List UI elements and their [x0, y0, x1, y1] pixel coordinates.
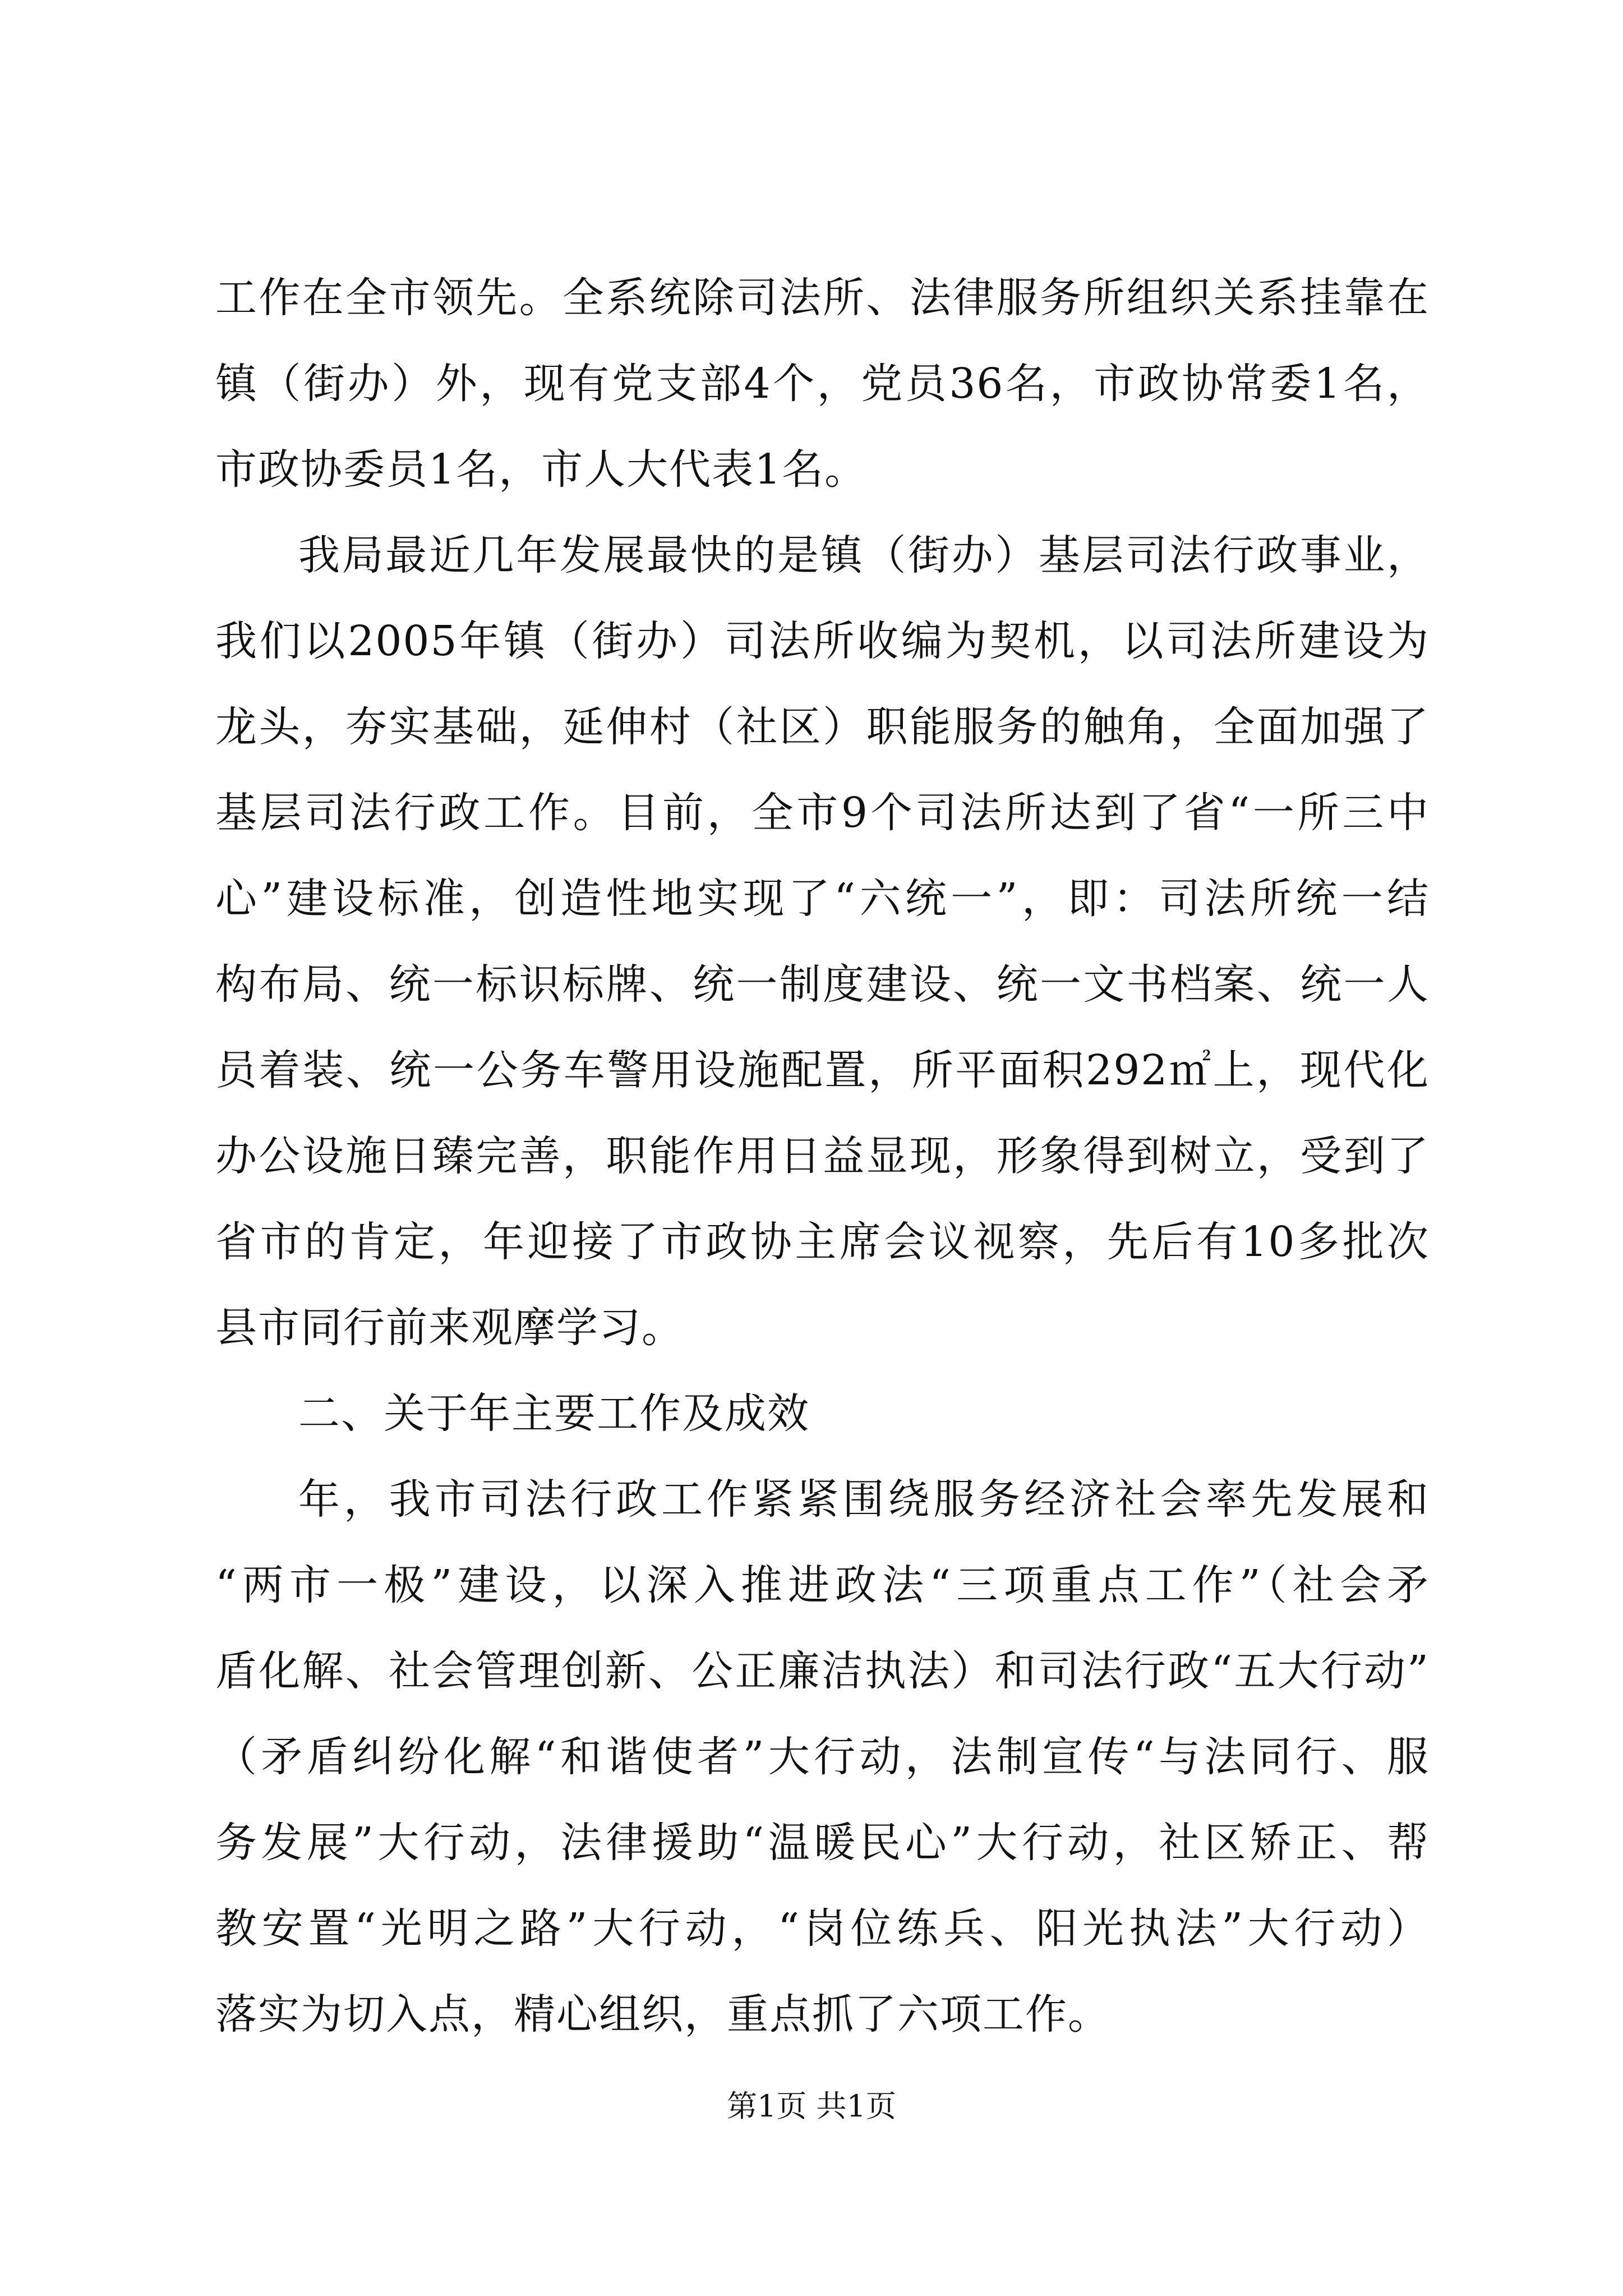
page-number-footer: 第1页 共1页 [727, 2088, 896, 2124]
text-line: 构布局、统一标识标牌、统一制度建设、统一文书档案、统一人 [215, 960, 1430, 1009]
text-line: 省市的肯定，年迎接了市政协主席会议视察，先后有10多批次 [215, 1218, 1430, 1266]
text-line: 工作在全市领先。全系统除司法所、法律服务所组织关系挂靠在 [215, 274, 1430, 322]
text-line: 基层司法行政工作。目前，全市9个司法所达到了省“一所三中 [215, 789, 1430, 837]
text-line: （矛盾纠纷化解“和谐使者”大行动，法制宣传“与法同行、服 [215, 1733, 1430, 1781]
text-line: 龙头，夯实基础，延伸村（社区）职能服务的触角，全面加强了 [215, 703, 1430, 751]
text-line: 落实为切入点，精心组织，重点抓了六项工作。 [215, 1990, 1110, 2039]
text-line: 镇（街办）外，现有党支部4个，党员36名，市政协常委1名， [215, 360, 1430, 408]
text-line: 我们以2005年镇（街办）司法所收编为契机，以司法所建设为 [215, 617, 1430, 665]
text-line: 盾化解、社会管理创新、公正廉洁执法）和司法行政“五大行动” [215, 1647, 1430, 1695]
text-line: 办公设施日臻完善，职能作用日益显现，形象得到树立，受到了 [215, 1132, 1430, 1180]
text-line: 教安置“光明之路”大行动，“岗位练兵、阳光执法”大行动） [215, 1904, 1430, 1953]
text-line: 员着装、统一公务车警用设施配置，所平面积292㎡上，现代化 [215, 1046, 1430, 1094]
paragraph-first-line: 年，我市司法行政工作紧紧围绕服务经济社会率先发展和 [298, 1475, 1430, 1524]
section-heading: 二、关于年主要工作及成效 [298, 1389, 810, 1438]
text-line: 县市同行前来观摩学习。 [215, 1304, 684, 1352]
text-line: 心”建设标准，创造性地实现了“六统一”，即：司法所统一结 [215, 875, 1430, 923]
paragraph-first-line: 我局最近几年发展最快的是镇（街办）基层司法行政事业， [298, 531, 1430, 579]
document-body [215, 255, 1430, 2058]
text-line: 市政协委员1名，市人大代表1名。 [215, 445, 868, 494]
text-line: 务发展”大行动，法律援助“温暖民心”大行动，社区矫正、帮 [215, 1819, 1430, 1867]
text-line: “两市一极”建设，以深入推进政法“三项重点工作”（社会矛 [215, 1561, 1430, 1609]
